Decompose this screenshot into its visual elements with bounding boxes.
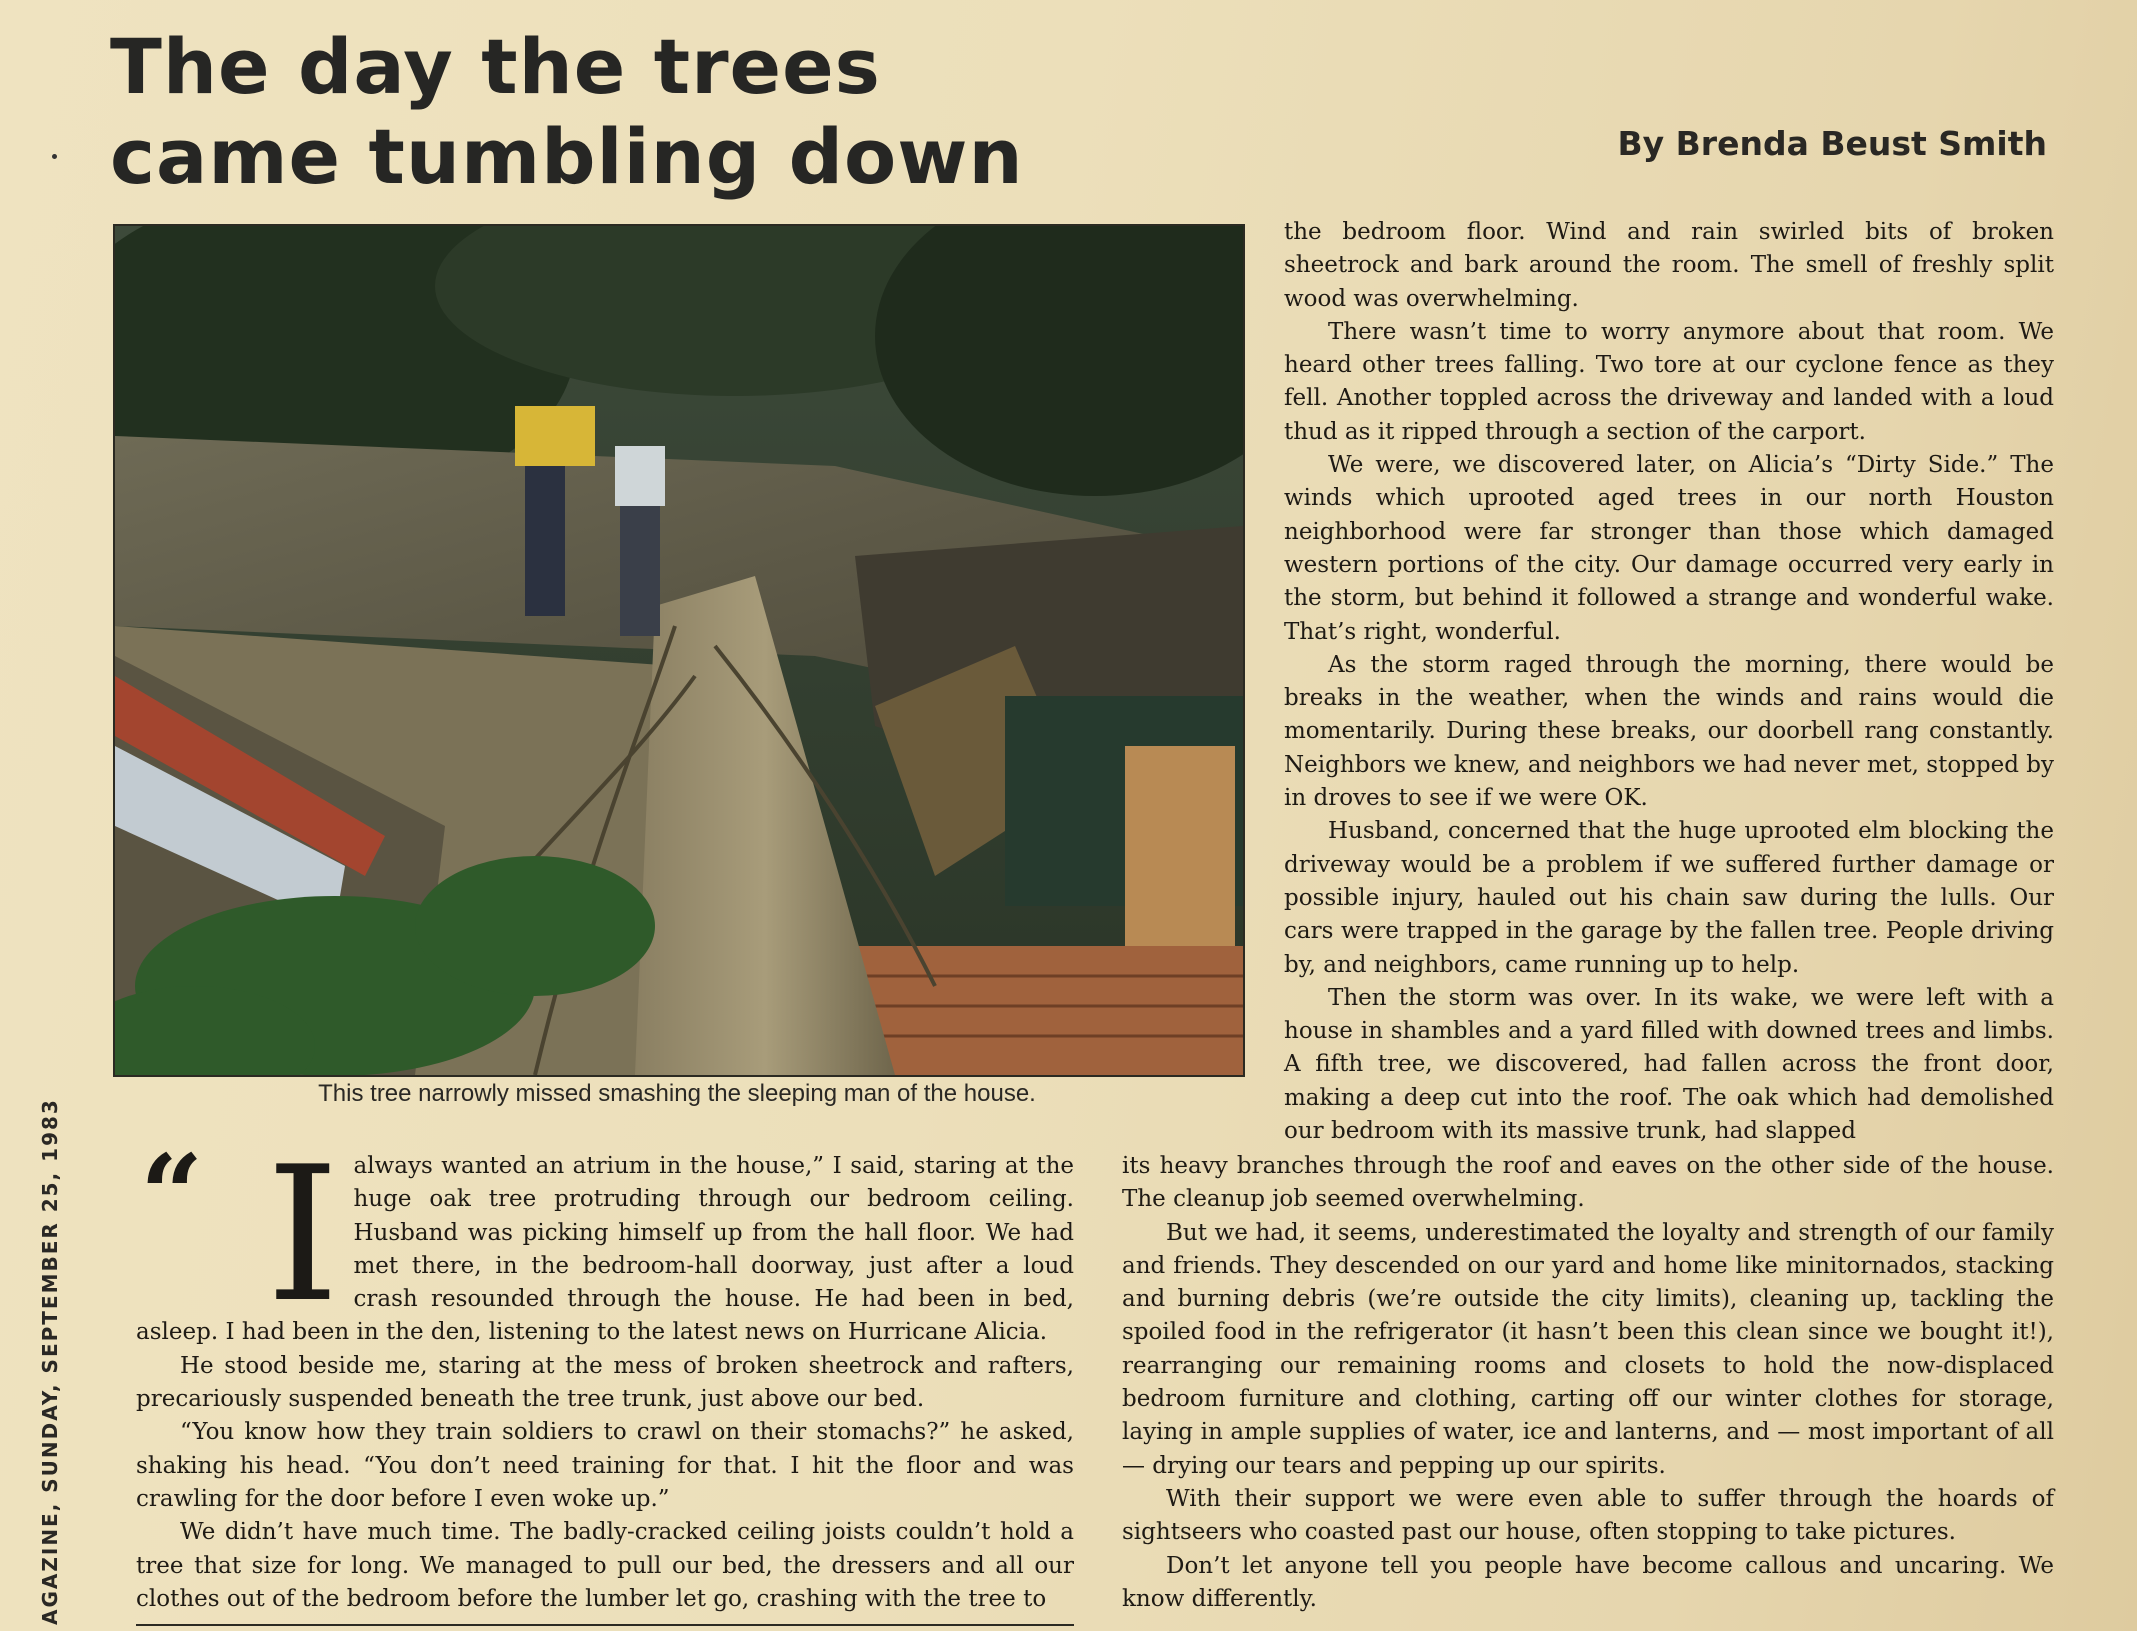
- headline-line-1: The day the trees: [110, 22, 881, 111]
- paragraph: “You know how they train soldiers to crawl on their stomachs?” he asked, shaking his head. “You don’t need training for that. I hit the floor and was crawling for the door before I even woke up.”: [136, 1419, 1074, 1512]
- lead-paragraph-block: [136, 1126, 1074, 1350]
- headline-line-2: came tumbling down: [110, 112, 1024, 201]
- paragraph: We didn’t have much time. The badly-cracked ceiling joists couldn’t hold a tree that size for long. We managed to pull our bed, the dressers and all our clothes out of the bedroom before the lumber let go, crashing with the tree to: [136, 1519, 1074, 1612]
- paragraph: Then the storm was over. In its wake, we were left with a house in shambles and a yard filled with downed trees and limbs. A fifth tree, we discovered, had fallen across the front door, making a deep cut into the roof. The oak which had demolished our bedroom with its massive trunk, had slapped: [1284, 984, 2054, 1145]
- paragraph: With their support we were even able to suffer through the hoards of sightseers who coasted past our house, often stopping to take pictures.: [1122, 1485, 2054, 1546]
- headline: [110, 22, 1110, 202]
- photo-caption: This tree narrowly missed smashing the sleeping man of the house.: [318, 1080, 1036, 1107]
- paragraph: But we had, it seems, underestimated the loyalty and strength of our family and friends. They descended on our yard and home like minitornados, stacking and burning debris (we’re outside the city limits), cleaning up, tackling the spoiled food in the refrigerator (it hasn’t been this clean since we bought it!), rearranging our remaining rooms and closets to hold the now-displaced bedroom furniture and clothing, carting off our winter clothes for storage, laying in ample supplies of water, ice and lanterns, and — most important of all — drying our tears and pepping up our spirits.: [1122, 1219, 2054, 1479]
- paragraph: As the storm raged through the morning, there would be breaks in the weather, when the winds and rains would die momentarily. During these breaks, our doorbell rang constantly. Neighbors we knew, and neighbors we had never met, stopped by in droves to see if we were OK.: [1284, 651, 2054, 812]
- lead-paragraph: always wanted an atrium in the house,” I said, staring at the huge oak tree protruding through our bedroom ceiling. Husband was picking himself up from the hall floor. We had met there, in the bedroom-hall doorway, just after a loud crash resounded through the house. He had been in bed, asleep. I had been in the den, listening to the latest news on Hurricane Alicia.: [136, 1153, 1074, 1346]
- page-folio: AGAZINE, SUNDAY, SEPTEMBER 25, 1983: [38, 1098, 62, 1625]
- paragraph: Husband, concerned that the huge uprooted elm blocking the driveway would be a problem if we suffered further damage or possible injury, hauled out his chain saw during the lulls. Our cars were trapped in the garage by the fallen tree. People driving by, and neighbors, came running up to help.: [1284, 818, 2054, 978]
- drop-cap: I: [266, 1126, 340, 1343]
- byline: By Brenda Beust Smith: [1617, 124, 2047, 163]
- paragraph: There wasn’t time to worry anymore about that room. We heard other trees falling. Two tore at our cyclone fence as they fell. Another toppled across the driveway and landed with a loud thud as it ripped through a section of the carport.: [1284, 318, 2054, 445]
- right-column-top: [1284, 216, 2054, 1148]
- opening-quote-mark: “: [140, 1130, 204, 1259]
- page-mark: [52, 154, 57, 159]
- paragraph: He stood beside me, staring at the mess of broken sheetrock and rafters, precariously suspended beneath the tree trunk, just above our bed.: [136, 1352, 1074, 1413]
- paragraph: We were, we discovered later, on Alicia’s “Dirty Side.” The winds which uprooted aged trees in our north Houston neighborhood were far stronger than those which damaged western portions of the city. Our damage occurred very early in the storm, but behind it followed a strange and wonderful wake. That’s right, wonderful.: [1284, 452, 2054, 645]
- column-rule: [136, 1624, 1074, 1626]
- paragraph: the bedroom floor. Wind and rain swirled bits of broken sheetrock and bark around the room. The smell of freshly split wood was overwhelming.: [1284, 219, 2054, 312]
- article-photo: [113, 224, 1245, 1077]
- right-column-bottom: [1122, 1150, 2054, 1616]
- paragraph: its heavy branches through the roof and eaves on the other side of the house. The cleanup job seemed overwhelming.: [1122, 1153, 2054, 1213]
- paragraph: Don’t let anyone tell you people have become callous and uncaring. We know differently.: [1122, 1552, 2054, 1612]
- fallen-tree-photo: [115, 226, 1243, 1075]
- left-column: [136, 1126, 1074, 1616]
